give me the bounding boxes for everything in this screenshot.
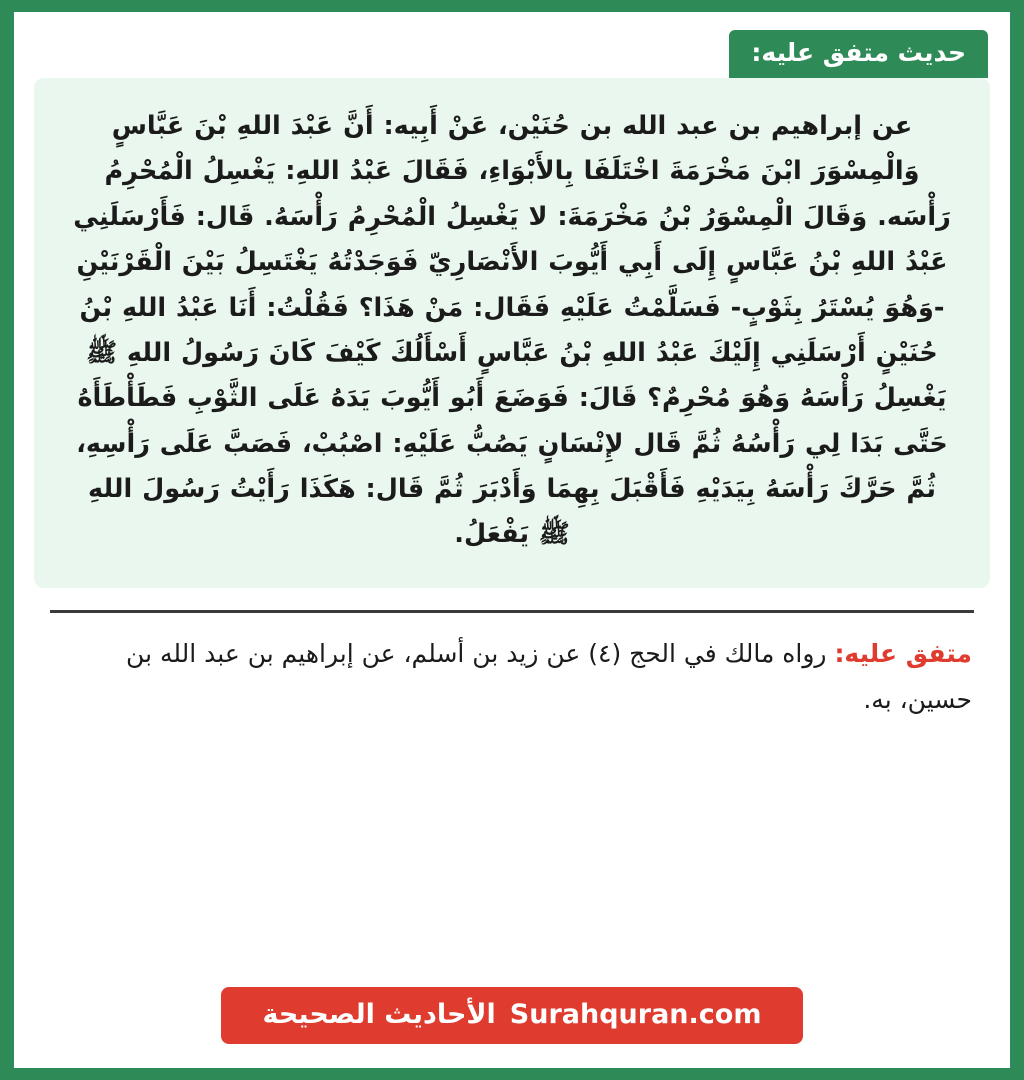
site-tagline: الأحاديث الصحيحة	[262, 999, 496, 1030]
section-divider	[50, 610, 974, 613]
header-row	[28, 30, 996, 78]
grade-label: متفق عليه:	[834, 638, 972, 668]
hadith-text: عن إبراهيم بن عبد الله بن حُنَيْن، عَنْ أَبِيه: أَنَّ عَبْدَ اللهِ بْنَ عَبَّاسٍ وَالْمِسْوَرَ ابْنَ مَخْرَمَةَ اخْتَلَفَا بِالأَبْوَاءِ، فَقَالَ عَبْدُ اللهِ: يَغْسِلُ الْمُحْرِمُ رَأْسَه. وَقَالَ الْمِسْوَرُ بْنُ مَخْرَمَةَ: لا يَغْسِلُ الْمُحْرِمُ رَأْسَهُ. قَال: فَأَرْسَلَنِي عَبْدُ اللهِ بْنُ عَبَّاسٍ إِلَى أَبِي أَيُّوبَ الأَنْصَارِيّ فَوَجَدْتُهُ يَغْتَسِلُ بَيْنَ الْقَرْنَيْنِ -وَهُوَ يُسْتَرُ بِثَوْبٍ- فَسَلَّمْتُ عَلَيْهِ فَقَال: مَنْ هَذَا؟ فَقُلْتُ: أَنَا عَبْدُ اللهِ بْنُ حُنَيْنٍ أَرْسَلَنِي إِلَيْكَ عَبْدُ اللهِ بْنُ عَبَّاسٍ أَسْأَلُكَ كَيْفَ كَانَ رَسُولُ اللهِ ﷺ يَغْسِلُ رَأْسَهُ وَهُوَ مُحْرِمٌ؟ قَالَ: فَوَضَعَ أَبُو أَيُّوبَ يَدَهُ عَلَى الثَّوْبِ فَطَأْطَأَهُ حَتَّى بَدَا لِي رَأْسُهُ ثُمَّ قَال لإِنْسَانٍ يَصُبُّ عَلَيْهِ: اصْبُبْ، فَصَبَّ عَلَى رَأْسِهِ، ثُمَّ حَرَّكَ رَأْسَهُ بِيَدَيْهِ فَأَقْبَلَ بِهِمَا وَأَدْبَرَ ثُمَّ قَال: هَكَذَا رَأَيْتُ رَسُولَ اللهِ ﷺ يَفْعَلُ.	[73, 111, 951, 550]
footer-row	[28, 987, 996, 1058]
takhreej-section	[28, 631, 996, 724]
card-inner	[14, 12, 1010, 1068]
site-badge[interactable]	[221, 987, 804, 1044]
takhreej-text: رواه مالك في الحج (٤) عن زيد بن أسلم، عن إبراهيم بن عبد الله بن حسين، به.	[126, 638, 972, 714]
hadith-type-label: حديث متفق عليه:	[729, 30, 988, 78]
hadith-body	[34, 78, 990, 588]
site-url[interactable]: Surahquran.com	[509, 999, 762, 1030]
